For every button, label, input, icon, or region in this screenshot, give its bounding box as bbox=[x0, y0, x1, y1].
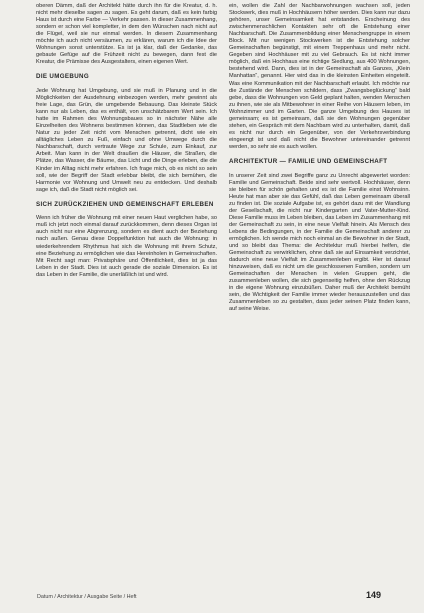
footer-source: Datum / Architektur / Ausgabe Seite / Heft bbox=[37, 594, 137, 600]
right-paragraph-2: In unserer Zeit sind zwei Begriffe ganz zu Unrecht abgewertet worden: Familie und Gemeinschaft. Beide sind sehr wertvoll. Hochhäuser, denn sie bleiben für schön gehalten und es ist die Familie einst Wohnsinn. Heute hat man aber sie das Gefühl, daß das Leben gemeinsam überall zu finden ist. Die soziale Aufgabe ist, es gehört dazu mit der Wandlung der Gesellschaft, die nicht nur Kindergarten und Vater-Mutter-Kind. Diese Familie muss im Leben bleiben, das Leben im Zusammenhang mit der Gemeinschaft zu sein, in eine neue Vielfalt hinein. Als Mensch des Lebens die Bedingungen, in der Familie die Gemeinschaft anderer zu ermöglichen. Ich wende mich noch einmal an die Bewohner in der Stadt, und so bleibt das Thema: die Architektur muß hierbei helfen, die Gemeinschaft zu verwirklichen, ohne daß sie auf Einsamkeit verzichtet, dadurch eine neue Vielfalt im Zusammenleben ergibt. Hier ist darauf hinzuweisen, daß es nicht um die geschlossenen Familien, sondern um Gemeinschaften der Menschen in vielen Gruppen geht, die zusammenleben wollen, die sich gegenseitig helfen, ohne den Rückzug in die eigene Wohnung einzubüßen. Daher muß der Architekt bemüht sein, die Wichtigkeit der Familie immer wieder herauszustellen und das Zusammenleben so zu gestalten, dass jeder seinen Platz finden kann, auf seine Weise. bbox=[229, 172, 410, 313]
left-column bbox=[36, 3, 217, 587]
right-paragraph-1: ein, wollen die Zahl der Nachbarwohnungen wachsen soll, jeden Stockwerk, dies muß in Hochhäusern höher werden. Dies kann nur dazu gehören, unser Gemeinsamkeit hat entstanden. Erscheinung des zwischenmenschlichen Kontakten sehr oft die Entstehung einer Nachbarschaft. Die Zusammenbildung einer Menschengruppe in einem Block. Mit nur wenigen Stockwerken ist die Entstehung solcher Gemeinschaften begünstigt, mit einem Treppenhaus und mehr nicht. Gegeben sind Hochhäuser mit zu viel Gebrauch. Es ist nicht immer möglich, daß ein Hochhaus eine richtige Siedlung, aus 400 Wohnungen, bestehend wird. Dann, dies ist in der Gemeinschaft als Ganzes, „Klein Manhattan“, genannt. Hier wird das in die kleinsten Einheiten eingeteilt. Was eine Kommunikation mit der Nachbarschaft erlaubt. Ich möchte nur die Zustände der Menschen schildern, dass „Zwangsbeglückung“ bald gebe, dass die Wohnungen von Geld geplant halten, wenden Menschen zu ihnen, wie sie als Mitbewohner in einer Reihe von Häusern leben, im Wohnzimmer und im Garten. Die ganze Umgebung des Hauses ist gemeinsam; es ist gemeinsam, daß sie den Wohnungen gegenüber stehen, ein Gespräch mit dem Nachbarn wird zu unterhalten, damit, daß es nicht nur durch ein Gegenüber, von der Verkehrsverbindung eingeengt ist und daß nicht die Bewohner untereinander getrennt werden, so sehr sie es auch wollen. bbox=[229, 3, 410, 150]
heading-die-umgebung: DIE UMGEBUNG bbox=[36, 73, 90, 81]
right-column bbox=[229, 3, 410, 579]
page-number: 149 bbox=[366, 590, 382, 600]
left-paragraph-3: Wenn ich früher die Wohnung mit einer neuen Haut verglichen habe, so muß ich jetzt noch einmal darauf zurückkommen, denn dieses Organ ist auch nicht nur eine Abgrenzung, sondern es dient auch der Beziehung nach außen. Genau diese Doppelfunktion hat auch die Wohnung: in wiederkehrendem Rhythmus hat sich die Wohnung mit ihrem Schutz, eine Beziehung zu ermöglichen wie das Hereinholen in Gemeinschaften. Mit Recht sagt man: Privatsphäre und Öffentlichkeit, dies ist ja das Leben in der Stadt. Dies ist auch gerade die soziale Dimension. Es ist das Leben in der Familie, die unerläßlich ist und wird. bbox=[36, 215, 217, 278]
heading-architektur-familie: ARCHITEKTUR — FAMILIE UND GEMEINSCHAFT bbox=[229, 157, 388, 165]
left-paragraph-2: Jede Wohnung hat Umgebung, und sie muß in Planung und in die Möglichkeiten der Ausdehnung einbezogen werden, mehr gewinnt als freie Lage, das Grün, die umgebende Bebauung. Das kleinste Stück kann nur als Leben, das es enthält, von unschätzbarem Wert sein. Ich hatte im Rahmen des Wohnungsbaues so in nächster Nähe alle Einzelheiten des Wohnens bestimmen können, das Stadtleben wie die Natur zu jeder Zeit nicht vom Menschen getrennt, dicht wie ein alltägliches Leben zu Fuß, einfach und ohne Umwege durch die Nachbarschaft, durch vertraute Wege zur Schule, zum Einkauf, zur Arbeit. Man kann in der Welt draußen die Häuser, die Straßen, die Plätze, das Wasser, die Bäume, das Licht und die Dinge erleben, die die Kinder im Alltag nicht mehr erfahren. Ich frage mich, ob es nicht so sein soll, wie der Begriff der Stadt erlebbar bleibt, die sich bemühen, die Harmonie vor Wohnung und Umwelt neu zu entdecken. Und deshalb sage ich, daß die Stadt nicht möglich sei. bbox=[36, 88, 217, 193]
left-paragraph-1: oberen Dämm, daß der Architekt hätte durch ihn für die Kreatur, d. h. nicht mehr dieselbe sagen zu sagen. Es geht darum, daß es kein farbig Haus ist durch eine Farbe — Verkehr passen. In dieser Zusammenhang, sondern er schon viel kompletter, in dem den Wünschen nach nicht auf die Flügel, weil sie nur einmal werden. In diesem Zusammenhang möchte ich auch nicht versäumen, zu erklären, warum ich die Idee der Wohnungen sonst unterstütze. Es ist ja klar, daß der Gedanke, das gebaute Gefüge auf die Frühzeit nicht zu bewegen, dann fest die Kreatur, die Prämisse des Ausgestalters, einen eigenen Wert. bbox=[36, 3, 217, 66]
heading-sich-zurueckziehen: SICH ZURÜCKZIEHEN UND GEMEINSCHAFT ERLEBEN bbox=[36, 200, 214, 208]
